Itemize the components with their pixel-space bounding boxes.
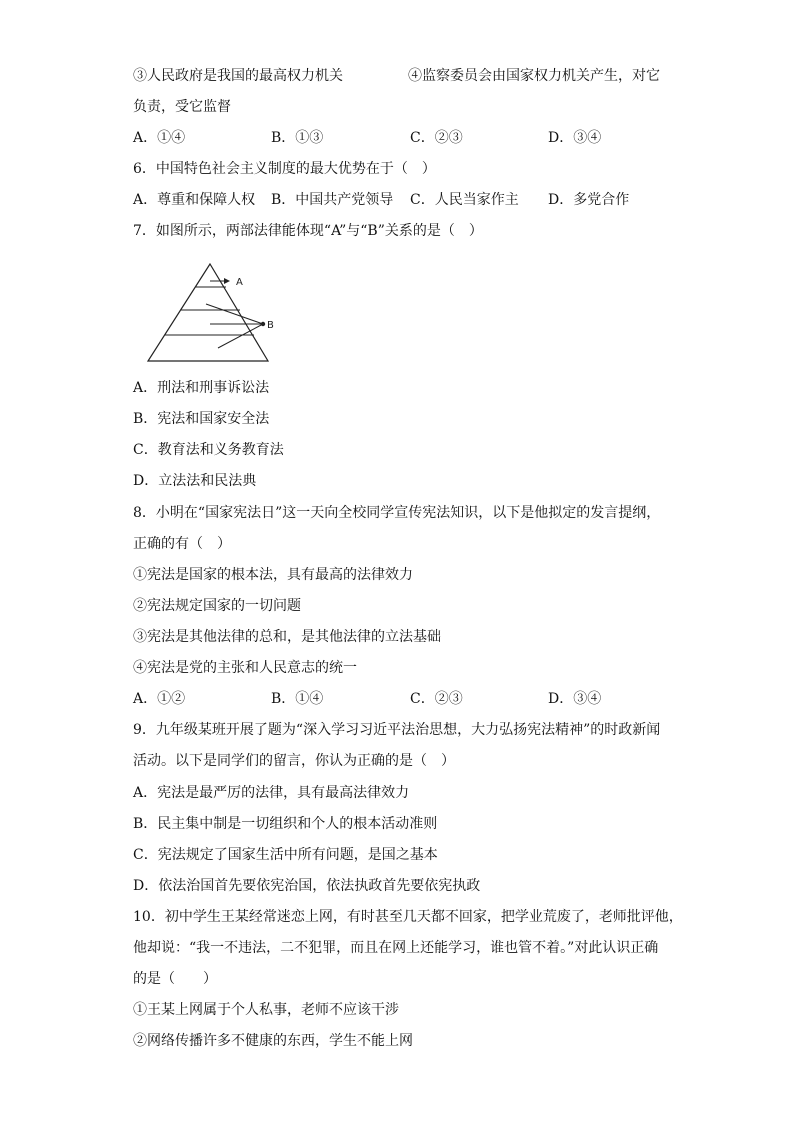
q7-stem: 7．如图所示，两部法律能体现“A”与“B”关系的是（ ） (133, 223, 483, 239)
q7-option-a: A．刑法和刑事诉讼法 (133, 380, 270, 396)
q7-option-c: C．教育法和义务教育法 (133, 442, 284, 458)
q6-stem: 6．中国特色社会主义制度的最大优势在于（ ） (133, 161, 436, 177)
q6-option-d: D．多党合作 (548, 192, 630, 208)
q10-item-2: ②网络传播许多不健康的东西，学生不能上网 (133, 1033, 413, 1049)
q9-stem-line2: 活动。以下是同学们的留言，你认为正确的是（ ） (133, 753, 455, 769)
q10-stem-line3: 的是（ ） (133, 971, 217, 987)
q5-option-d: D．③④ (548, 130, 602, 146)
q10-stem-line1: 10．初中学生王某经常迷恋上网，有时甚至几天都不回家，把学业荒废了，老师批评他， (133, 909, 683, 925)
q8-stem-line2: 正确的有（ ） (133, 536, 231, 552)
q8-option-a: A．①② (133, 691, 186, 707)
q8-option-d: D．③④ (548, 691, 602, 707)
q5-item-4-line2: 负责，受它监督 (133, 99, 231, 115)
q6-option-c: C．人民当家作主 (410, 192, 519, 208)
law-hierarchy-pyramid-figure (140, 258, 290, 368)
q8-option-c: C．②③ (410, 691, 463, 707)
q9-stem-line1: 9．九年级某班开展了题为“深入学习习近平法治思想，大力弘扬宪法精神”的时政新闻 (133, 722, 661, 738)
q8-stem-line1: 8．小明在“国家宪法日”这一天向全校同学宣传宪法知识，以下是他拟定的发言提纲， (133, 505, 661, 521)
q7-option-d: D．立法法和民法典 (133, 473, 257, 489)
q8-item-4: ④宪法是党的主张和人民意志的统一 (133, 660, 357, 676)
q10-stem-line2: 他却说：“我一不违法，二不犯罪，而且在网上还能学习，谁也管不着。”对此认识正确 (133, 940, 659, 956)
label-a: A (236, 277, 243, 288)
q5-option-c: C．②③ (410, 130, 463, 146)
q8-option-b: B．①④ (271, 691, 324, 707)
label-b: B (267, 320, 274, 331)
q5-option-a: A．①④ (133, 130, 186, 146)
q9-option-a: A．宪法是最严厉的法律，具有最高法律效力 (133, 785, 410, 801)
q6-option-b: B．中国共产党领导 (271, 192, 394, 208)
q5-item-4-line1: ④监察委员会由国家权力机关产生，对它 (408, 68, 660, 84)
pointer-b-3 (218, 324, 263, 348)
q5-item-3: ③人民政府是我国的最高权力机关 (133, 68, 343, 84)
arrow-a-head (224, 278, 230, 284)
point-b-dot (261, 322, 265, 326)
q9-option-b: B．民主集中制是一切组织和个人的根本活动准则 (133, 816, 438, 832)
q8-item-1: ①宪法是国家的根本法，具有最高的法律效力 (133, 567, 413, 583)
q5-option-b: B．①③ (271, 130, 324, 146)
q9-option-c: C．宪法规定了国家生活中所有问题，是国之基本 (133, 847, 438, 863)
pointer-b-1 (206, 304, 263, 324)
q6-option-a: A．尊重和保障人权 (133, 192, 256, 208)
q7-option-b: B．宪法和国家安全法 (133, 411, 270, 427)
q8-item-3: ③宪法是其他法律的总和，是其他法律的立法基础 (133, 629, 441, 645)
pyramid-outline (148, 264, 268, 361)
q8-item-2: ②宪法规定国家的一切问题 (133, 598, 301, 614)
q9-option-d: D．依法治国首先要依宪治国，依法执政首先要依宪执政 (133, 878, 481, 894)
q10-item-1: ①王某上网属于个人私事，老师不应该干涉 (133, 1002, 399, 1018)
